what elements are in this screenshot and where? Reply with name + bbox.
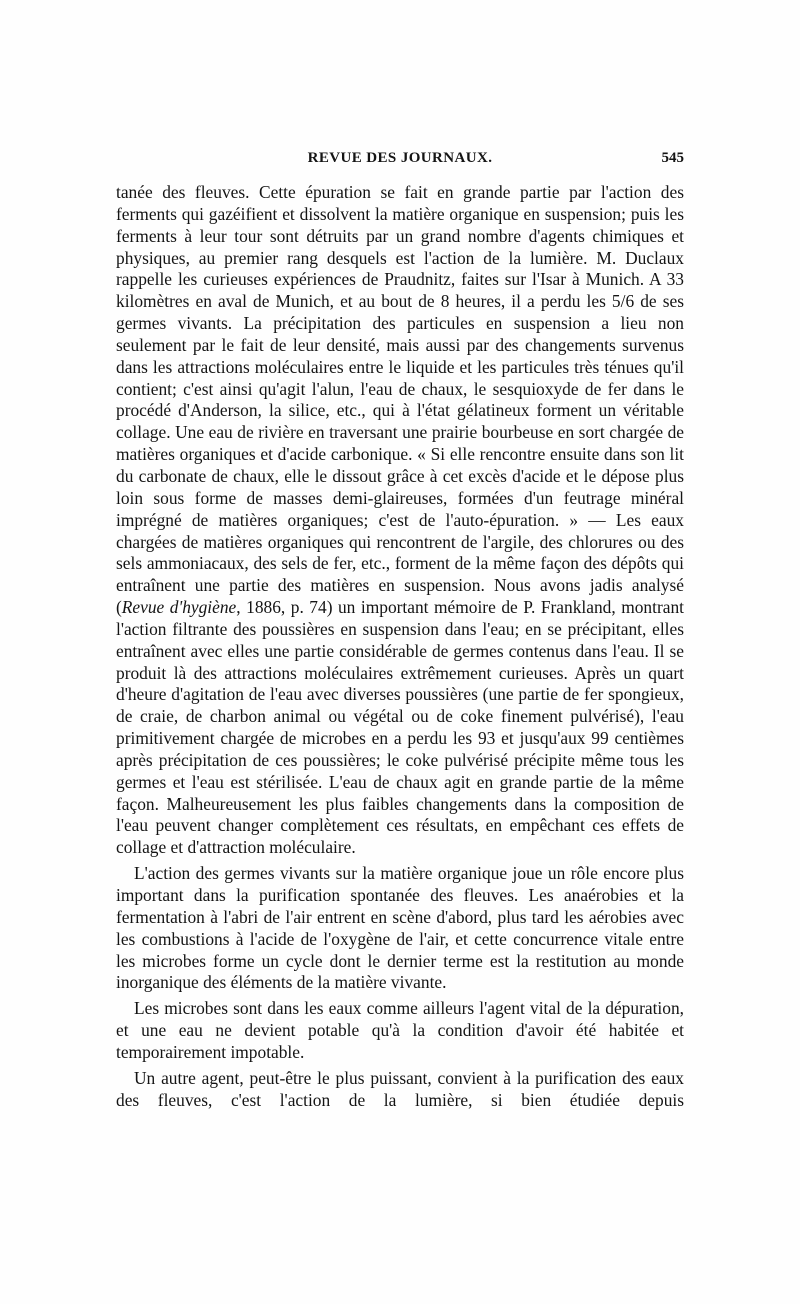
paragraph — [116, 182, 684, 859]
journal-section-title: REVUE DES JOURNAUX. — [307, 150, 493, 166]
journal-citation: Revue d'hygiène — [121, 597, 237, 618]
paragraph: Les microbes sont dans les eaux comme ailleurs l'agent vital de la dépuration, et une eau ne devient potable qu'à la condition d'avoir été habitée et temporairement impotable. — [116, 998, 684, 1062]
paragraph-text: , 1886, p. 74) un important mémoire de P. Frankland, montrant l'action filtrante des poussières en suspension dans l'eau; en se précipitant, elles entraînent avec elles une partie considérable de germes contenus dans l'eau. Il se produit là des attractions moléculaires extrêmement curieuses. Après un quart d'heure d'agitation de l'eau avec diverses poussières (une partie de fer spongieux, de craie, de charbon animal ou végétal ou de coke finement pulvérisé), l'eau primitivement chargée de microbes en a perdu les 93 et jusqu'aux 99 centièmes après précipitation de ces poussières; le coke pulvérisé précipite même tous les germes et l'eau est stérilisée. L'eau de chaux agit en grande partie de la même façon. Malheureusement les plus faibles changements dans la composition de l'eau peuvent changer complètement ces résultats, en empêchant ces effets de collage et d'attraction moléculaire. — [116, 597, 684, 858]
paragraph-text: tanée des fleuves. Cette épuration se fait en grande partie par l'action des ferments qui gazéifient et dissolvent la matière organique en suspension; puis les ferments à leur tour sont détruits par un grand nombre d'agents chimiques et physiques, au premier rang desquels est l'action de la lumière. M. Duclaux rappelle les curieuses expériences de Praudnitz, faites sur l'Isar à Munich. A 33 kilomètres en aval de Munich, et au bout de 8 heures, il a perdu les 5/6 de ses germes vivants. La précipitation des particules en suspension a lieu non seulement par le fait de leur densité, mais aussi par des changements survenus dans les attractions moléculaires entre le liquide et les particules très ténues qu'il contient; c'est ainsi qu'agit l'alun, l'eau de chaux, le sesquioxyde de fer dans le procédé d'Anderson, la silice, etc., qui à l'état gélatineux forment un véritable collage. Une eau de rivière en traversant une prairie bourbeuse en sort chargée de matières organiques et d'acide carbonique. « Si elle rencontre ensuite dans son lit du carbonate de chaux, elle le dissout grâce à cet excès d'acide et le dépose plus loin sous forme de masses demi-glaireuses, formées d'un feutrage minéral imprégné de matières organiques; c'est de l'auto-épuration. » — Les eaux chargées de matières organiques qui rencontrent de l'argile, des chlorures ou des sels ammoniacaux, des sels de fer, etc., forment de la même façon des dépôts qui entraînent une partie des matières en suspension. Nous avons jadis analysé ( — [116, 182, 684, 618]
body-text — [116, 182, 684, 1115]
paragraph: Un autre agent, peut-être le plus puissant, convient à la purification des eaux des fleuves, c'est l'action de la lumière, si bien étudiée depuis — [116, 1067, 684, 1110]
running-header — [116, 150, 684, 174]
paragraph: L'action des germes vivants sur la matière organique joue un rôle encore plus important dans la purification spontanée des fleuves. Les anaérobies et la fermentation à l'abri de l'air entrent en scène d'abord, plus tard les aérobies avec les combustions à l'acide de l'oxygène de l'air, et cette concurrence vitale entre les microbes forme un cycle dont le dernier terme est la restitution au monde inorganique des éléments de la matière vivante. — [116, 863, 684, 993]
page-number: 545 — [661, 150, 684, 166]
